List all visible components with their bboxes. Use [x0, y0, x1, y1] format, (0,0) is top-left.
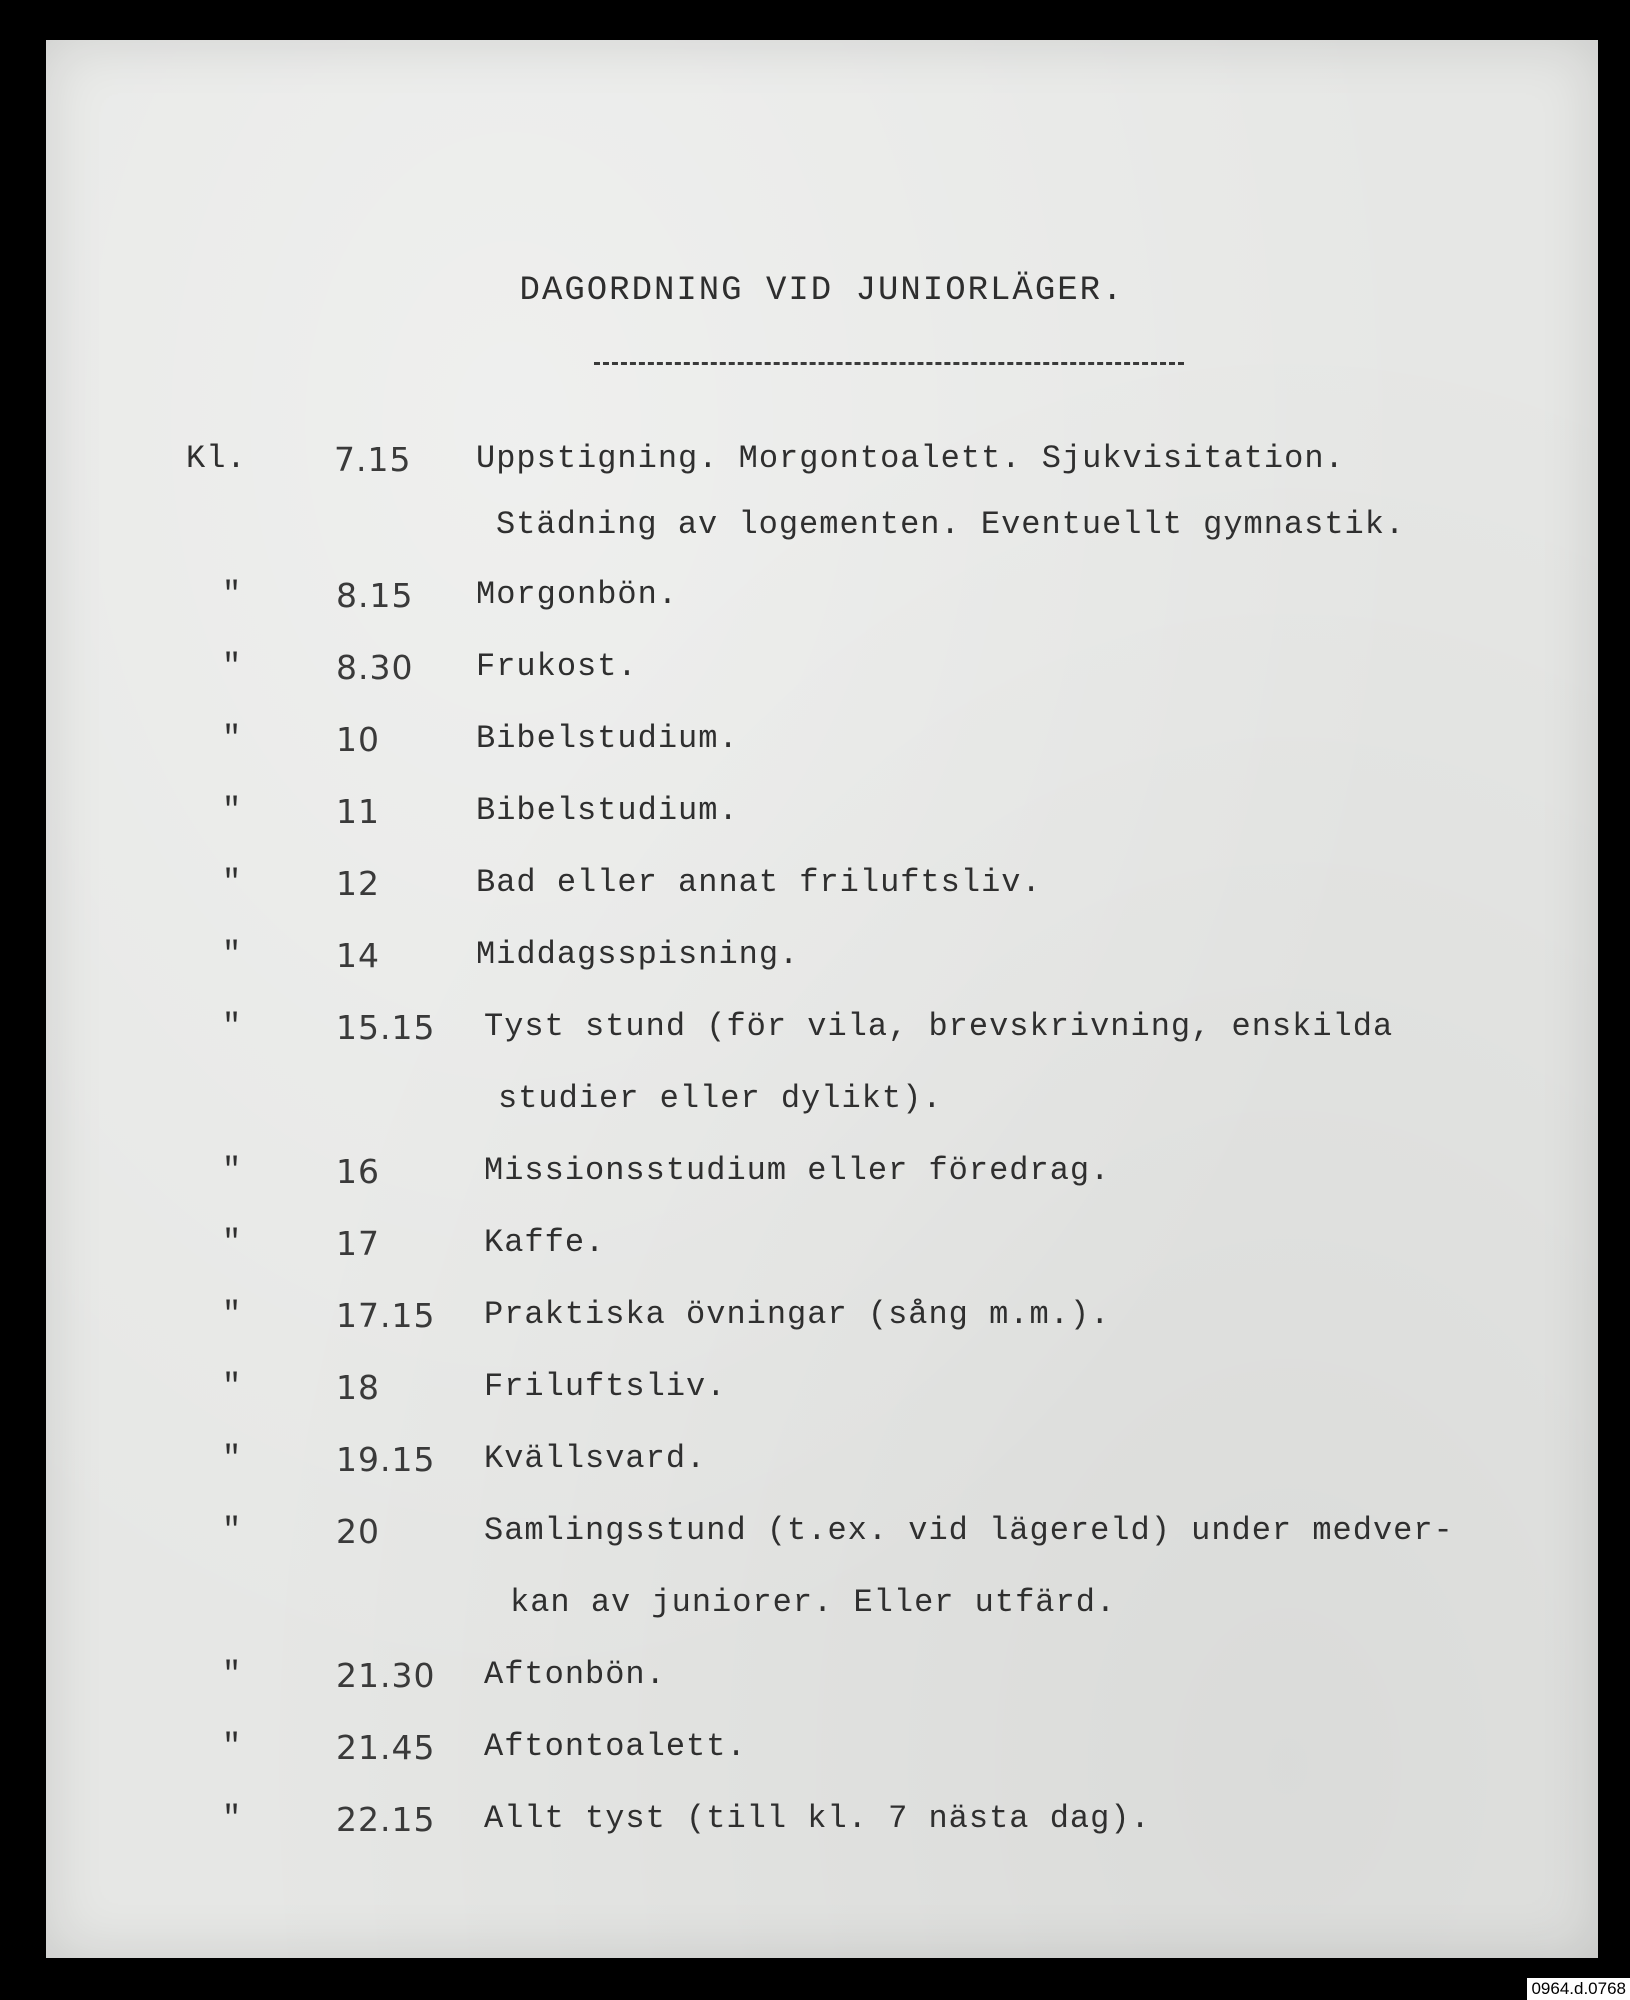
schedule-row — [46, 720, 1598, 770]
schedule-time: 8.30 — [336, 648, 414, 687]
schedule-activity: Uppstigning. Morgontoalett. Sjukvisitation. — [476, 440, 1345, 477]
schedule-activity-continuation: Städning av logementen. Eventuellt gymnastik. — [496, 506, 1406, 543]
schedule-time: 18 — [336, 1368, 380, 1407]
schedule-row — [46, 1008, 1598, 1058]
schedule-activity: Friluftsliv. — [484, 1368, 727, 1405]
schedule-activity-continuation: studier eller dylikt). — [498, 1080, 943, 1117]
schedule-row-continuation — [46, 1080, 1598, 1130]
schedule-time: 7.15 — [334, 440, 412, 479]
schedule-activity: Kvällsvard. — [484, 1440, 707, 1477]
schedule-activity: Bibelstudium. — [476, 792, 739, 829]
ditto-mark: " — [222, 1296, 243, 1333]
schedule-activity: Kaffe. — [484, 1224, 606, 1261]
ditto-mark: " — [222, 1800, 243, 1837]
schedule-row — [46, 792, 1598, 842]
ditto-mark: " — [222, 576, 243, 613]
catalog-number: 0964.d.0768 — [1527, 1978, 1630, 2000]
ditto-mark: " — [222, 1152, 243, 1189]
schedule-list — [46, 40, 1598, 1958]
time-prefix: Kl. — [186, 440, 247, 477]
ditto-mark: " — [222, 1440, 243, 1477]
schedule-activity: Middagsspisning. — [476, 936, 800, 973]
schedule-time: 8.15 — [336, 576, 414, 615]
ditto-mark: " — [222, 1512, 243, 1549]
schedule-row — [46, 648, 1598, 698]
schedule-row — [46, 1296, 1598, 1346]
schedule-row — [46, 1368, 1598, 1418]
ditto-mark: " — [222, 864, 243, 901]
schedule-activity: Allt tyst (till kl. 7 nästa dag). — [484, 1800, 1151, 1837]
schedule-row-continuation — [46, 1584, 1598, 1634]
schedule-time: 21.45 — [336, 1728, 436, 1767]
schedule-row — [46, 936, 1598, 986]
schedule-row — [46, 576, 1598, 626]
schedule-row-continuation — [46, 506, 1598, 556]
schedule-activity: Praktiska övningar (sång m.m.). — [484, 1296, 1111, 1333]
ditto-mark: " — [222, 720, 243, 757]
ditto-mark: " — [222, 1368, 243, 1405]
schedule-time: 11 — [336, 792, 380, 831]
schedule-time: 17 — [336, 1224, 380, 1263]
schedule-activity: Morgonbön. — [476, 576, 679, 613]
schedule-time: 21.30 — [336, 1656, 436, 1695]
schedule-time: 22.15 — [336, 1800, 436, 1839]
ditto-mark: " — [222, 648, 243, 685]
document-title: DAGORDNING VID JUNIORLÄGER. — [519, 272, 1125, 310]
schedule-activity: Missionsstudium eller föredrag. — [484, 1152, 1111, 1189]
schedule-activity: Samlingsstund (t.ex. vid lägereld) under medver- — [484, 1512, 1454, 1549]
schedule-row — [46, 1224, 1598, 1274]
schedule-time: 14 — [336, 936, 380, 975]
schedule-activity: Bad eller annat friluftsliv. — [476, 864, 1042, 901]
schedule-activity: Aftonbön. — [484, 1656, 666, 1693]
ditto-mark: " — [222, 1728, 243, 1765]
ditto-mark: " — [222, 792, 243, 829]
schedule-time: 20 — [336, 1512, 380, 1551]
schedule-row — [46, 1152, 1598, 1202]
typed-document — [46, 40, 1598, 1958]
schedule-row — [46, 440, 1598, 490]
schedule-time: 12 — [336, 864, 380, 903]
ditto-mark: " — [222, 1224, 243, 1261]
schedule-row — [46, 864, 1598, 914]
schedule-time: 16 — [336, 1152, 380, 1191]
schedule-time: 15.15 — [336, 1008, 436, 1047]
schedule-activity: Frukost. — [476, 648, 638, 685]
schedule-row — [46, 1656, 1598, 1706]
ditto-mark: " — [222, 1656, 243, 1693]
ditto-mark: " — [222, 936, 243, 973]
schedule-row — [46, 1728, 1598, 1778]
schedule-activity-continuation: kan av juniorer. Eller utfärd. — [510, 1584, 1117, 1621]
ditto-mark: " — [222, 1008, 243, 1045]
schedule-activity: Aftontoalett. — [484, 1728, 747, 1765]
schedule-activity: Tyst stund (för vila, brevskrivning, enskilda — [484, 1008, 1394, 1045]
schedule-row — [46, 1440, 1598, 1490]
schedule-activity: Bibelstudium. — [476, 720, 739, 757]
schedule-time: 10 — [336, 720, 380, 759]
schedule-time: 19.15 — [336, 1440, 436, 1479]
schedule-time: 17.15 — [336, 1296, 436, 1335]
schedule-row — [46, 1800, 1598, 1850]
schedule-row — [46, 1512, 1598, 1562]
